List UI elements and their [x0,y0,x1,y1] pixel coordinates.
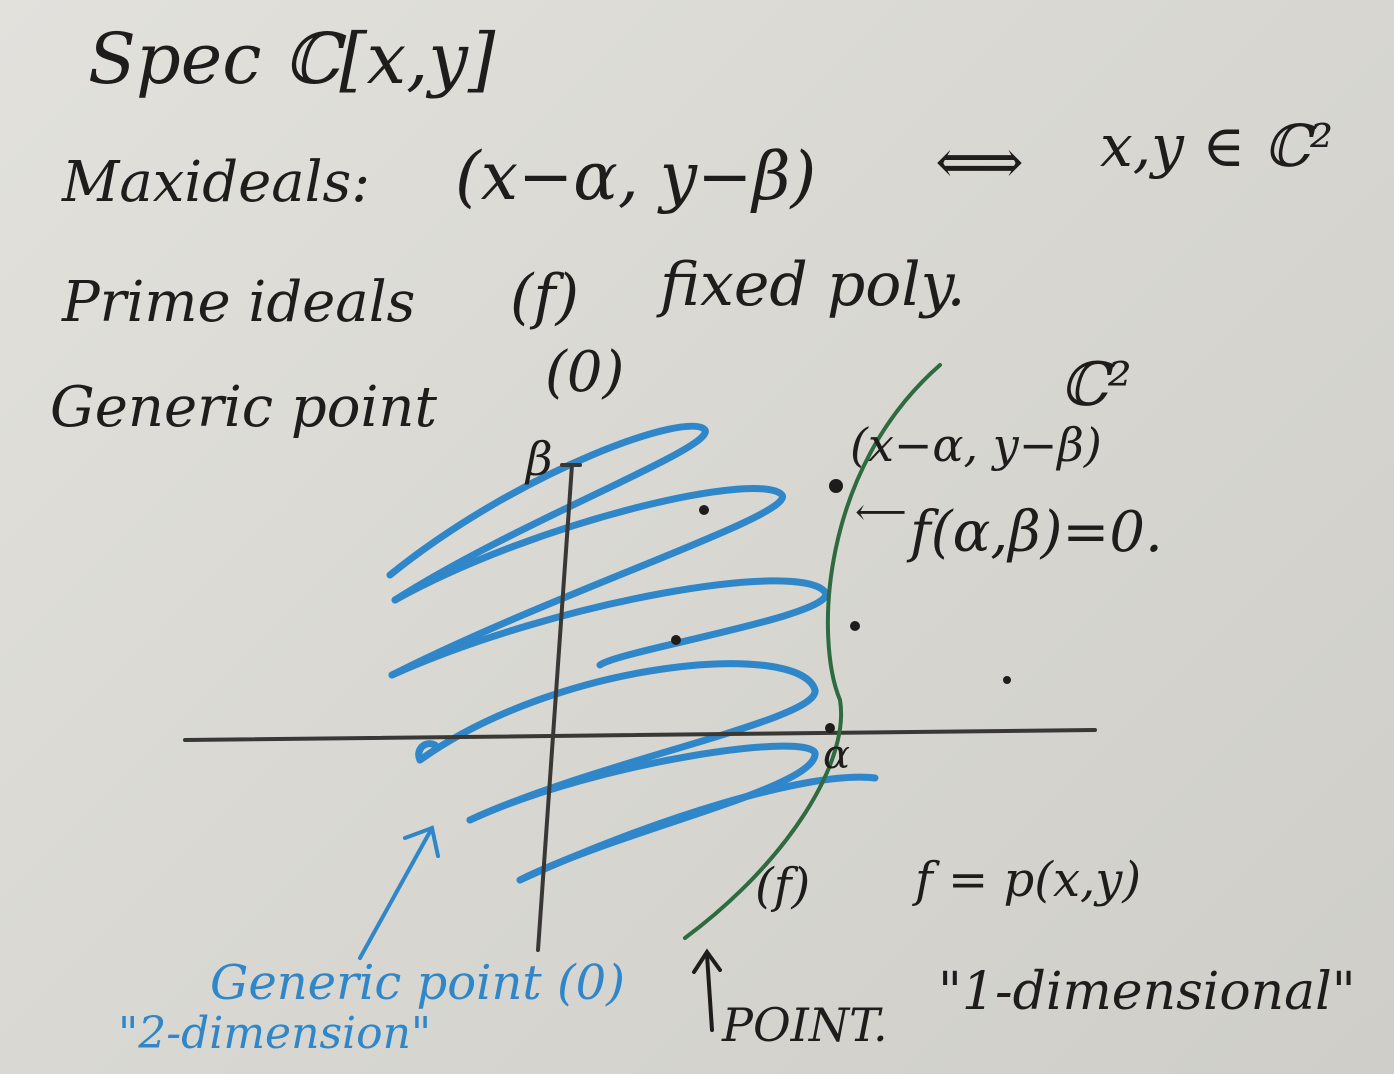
f-label: (f) [755,858,811,914]
black-arrow [694,952,720,1030]
point-caption: POINT. [722,998,888,1052]
x-axis [185,730,1095,740]
one-dimensional-caption: "1-dimensional" [938,962,1356,1022]
title: Spec ℂ[x,y] [88,18,496,100]
beta-label: β [526,432,553,486]
blue-arrow [360,828,438,958]
point-outside [1003,676,1011,684]
equation-label: f(α,β)=0. [910,500,1163,565]
generic-label: Generic point [50,375,437,440]
prime-label: Prime ideals [62,270,416,335]
f-definition: f = p(x,y) [915,852,1142,908]
point-on-curve-mid [850,621,860,631]
blue-shading [390,426,875,880]
generic-ideal: (0) [545,340,625,405]
alpha-label: α [823,732,851,778]
annotation-arrow: ⟵ [855,492,907,533]
maxideals-ideal: (x−α, y−β) [455,138,817,215]
point-inside-2 [671,635,681,645]
maxideals-point: x,y ∈ ℂ² [1100,112,1334,180]
plane-label: ℂ² [1060,350,1132,420]
prime-ideal: (f) [510,262,580,332]
two-dimension-caption: "2-dimension" [118,1008,432,1059]
maxideals-label: Maxideals: [62,150,371,215]
generic-point-caption: Generic point (0) [210,955,625,1011]
point-ideal-label: (x−α, y−β) [850,418,1102,472]
prime-note: fixed poly. [660,250,966,320]
point-inside-1 [699,505,709,515]
point-on-curve-top [829,479,843,493]
iff-symbol: ⟺ [935,125,1024,198]
